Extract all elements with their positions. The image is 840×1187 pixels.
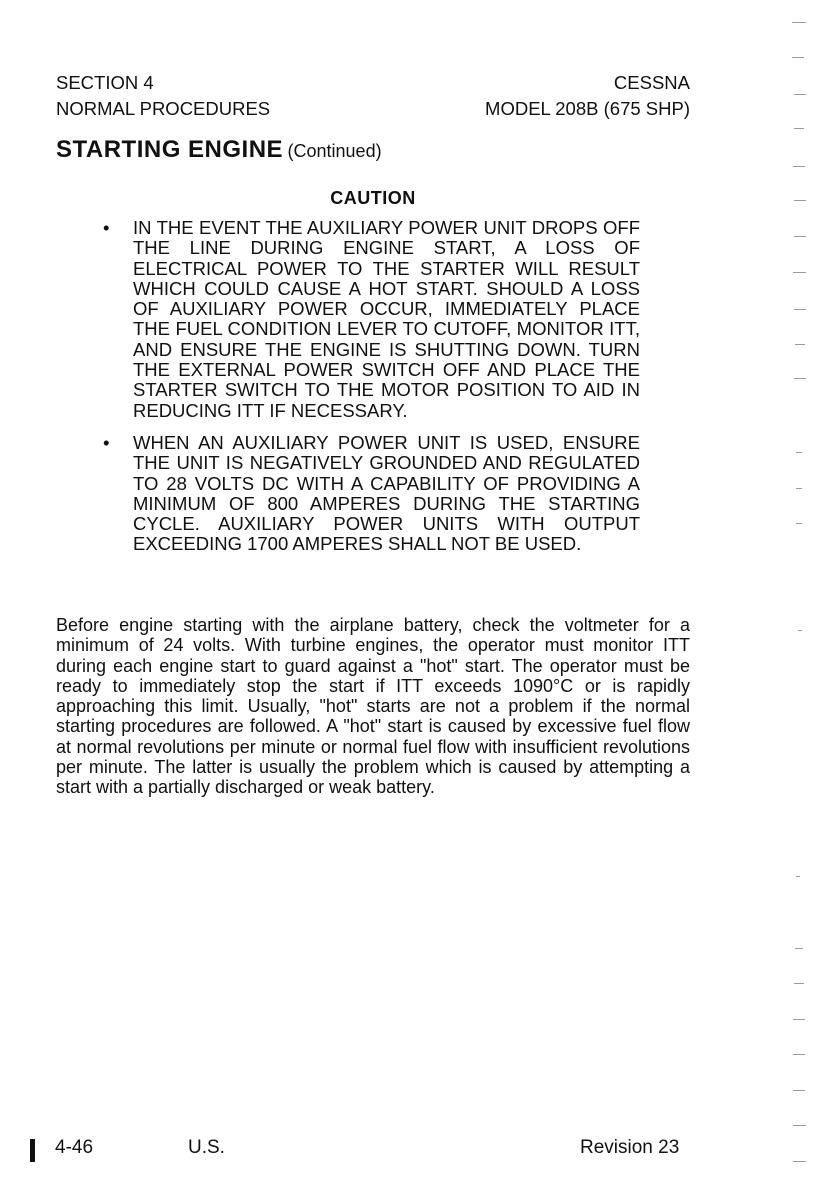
caution-item-text: WHEN AN AUXILIARY POWER UNIT IS USED, ENSURE THE UNIT IS NEGATIVELY GROUNDED AND REGULATED TO 28 VOLTS DC WITH A CAPABILITY OF PROVIDING A MINIMUM OF 800 AMPERES DURING THE STARTING CYCLE. AUXILIARY POWER UNITS WITH OUTPUT EXCEEDING 1700 AMPERES SHALL NOT BE USED. (133, 431, 640, 555)
caution-heading: CAUTION (330, 188, 416, 208)
scan-mark (796, 523, 802, 524)
scan-mark (794, 200, 806, 201)
page-footer (0, 1137, 840, 1163)
caution-item (100, 433, 640, 555)
scan-mark (794, 236, 806, 237)
scan-mark (794, 128, 804, 129)
scan-mark (793, 1125, 806, 1126)
scan-mark (795, 344, 805, 345)
scan-mark (793, 1161, 806, 1162)
manufacturer: CESSNA (613, 72, 690, 93)
scan-mark (796, 452, 802, 453)
title-continued: (Continued) (287, 141, 382, 161)
section-name: NORMAL PROCEDURES (56, 98, 271, 119)
body-paragraph: Before engine starting with the airplane battery, check the voltmeter for a minimum of 24 volts. With turbine engines, the operator must monitor ITT during each engine start to guard against a "hot" start. The operator must be ready to immediately stop the start if ITT exceeds 1090°C or is rapidly approaching this limit. Usually, "hot" starts are not a problem if the normal starting procedures are followed. A "hot" start is caused by excessive fuel flow at normal revolutions per minute or normal fuel flow with insufficient revolutions per minute. The latter is usually the problem which is caused by attempting a start with a partially discharged or weak battery. (56, 615, 690, 798)
aircraft-model: MODEL 208B (675 SHP) (485, 98, 690, 119)
scan-mark (792, 22, 806, 23)
scan-mark (793, 1054, 805, 1055)
scan-mark (794, 378, 806, 379)
scan-mark (796, 488, 802, 489)
scan-mark (792, 57, 804, 58)
bullet-icon: • (103, 217, 110, 238)
scan-mark (798, 630, 802, 631)
scan-mark (793, 166, 805, 167)
region-label: U.S. (188, 1137, 225, 1158)
section-number: SECTION 4 (56, 72, 154, 93)
caution-list (100, 218, 640, 567)
caution-item-text: IN THE EVENT THE AUXILIARY POWER UNIT DROPS OFF THE LINE DURING ENGINE START, A LOSS OF ELECTRICAL POWER TO THE STARTER WILL RESULT WHICH COULD CAUSE A HOT START. SHOULD A LOSS OF AUXILIARY POWER OCCUR, IMMEDIATELY PLACE THE FUEL CONDITION LEVER TO CUTOFF, MONITOR ITT, AND ENSURE THE ENGINE IS SHUTTING DOWN. TURN THE EXTERNAL POWER SWITCH OFF AND PLACE THE STARTER SWITCH TO THE MOTOR POSITION TO AID IN REDUCING ITT IF NECESSARY. (133, 217, 640, 421)
caution-item (100, 218, 640, 421)
scan-mark (793, 272, 806, 273)
header-left (56, 70, 270, 122)
page-number: 4-46 (55, 1137, 94, 1158)
scan-mark (796, 876, 800, 877)
scan-mark (794, 983, 804, 984)
page-title (56, 136, 382, 164)
scan-mark (795, 948, 803, 949)
binding-edge-marks (780, 0, 840, 1187)
revision-bar (30, 1139, 35, 1162)
scan-mark (794, 94, 806, 95)
revision-label: Revision 23 (580, 1137, 680, 1158)
scan-mark (793, 1019, 805, 1020)
bullet-icon: • (103, 431, 110, 453)
scan-mark (794, 309, 806, 310)
header-right (485, 70, 690, 122)
title-main: STARTING ENGINE (56, 136, 284, 163)
scan-mark (793, 1090, 805, 1091)
